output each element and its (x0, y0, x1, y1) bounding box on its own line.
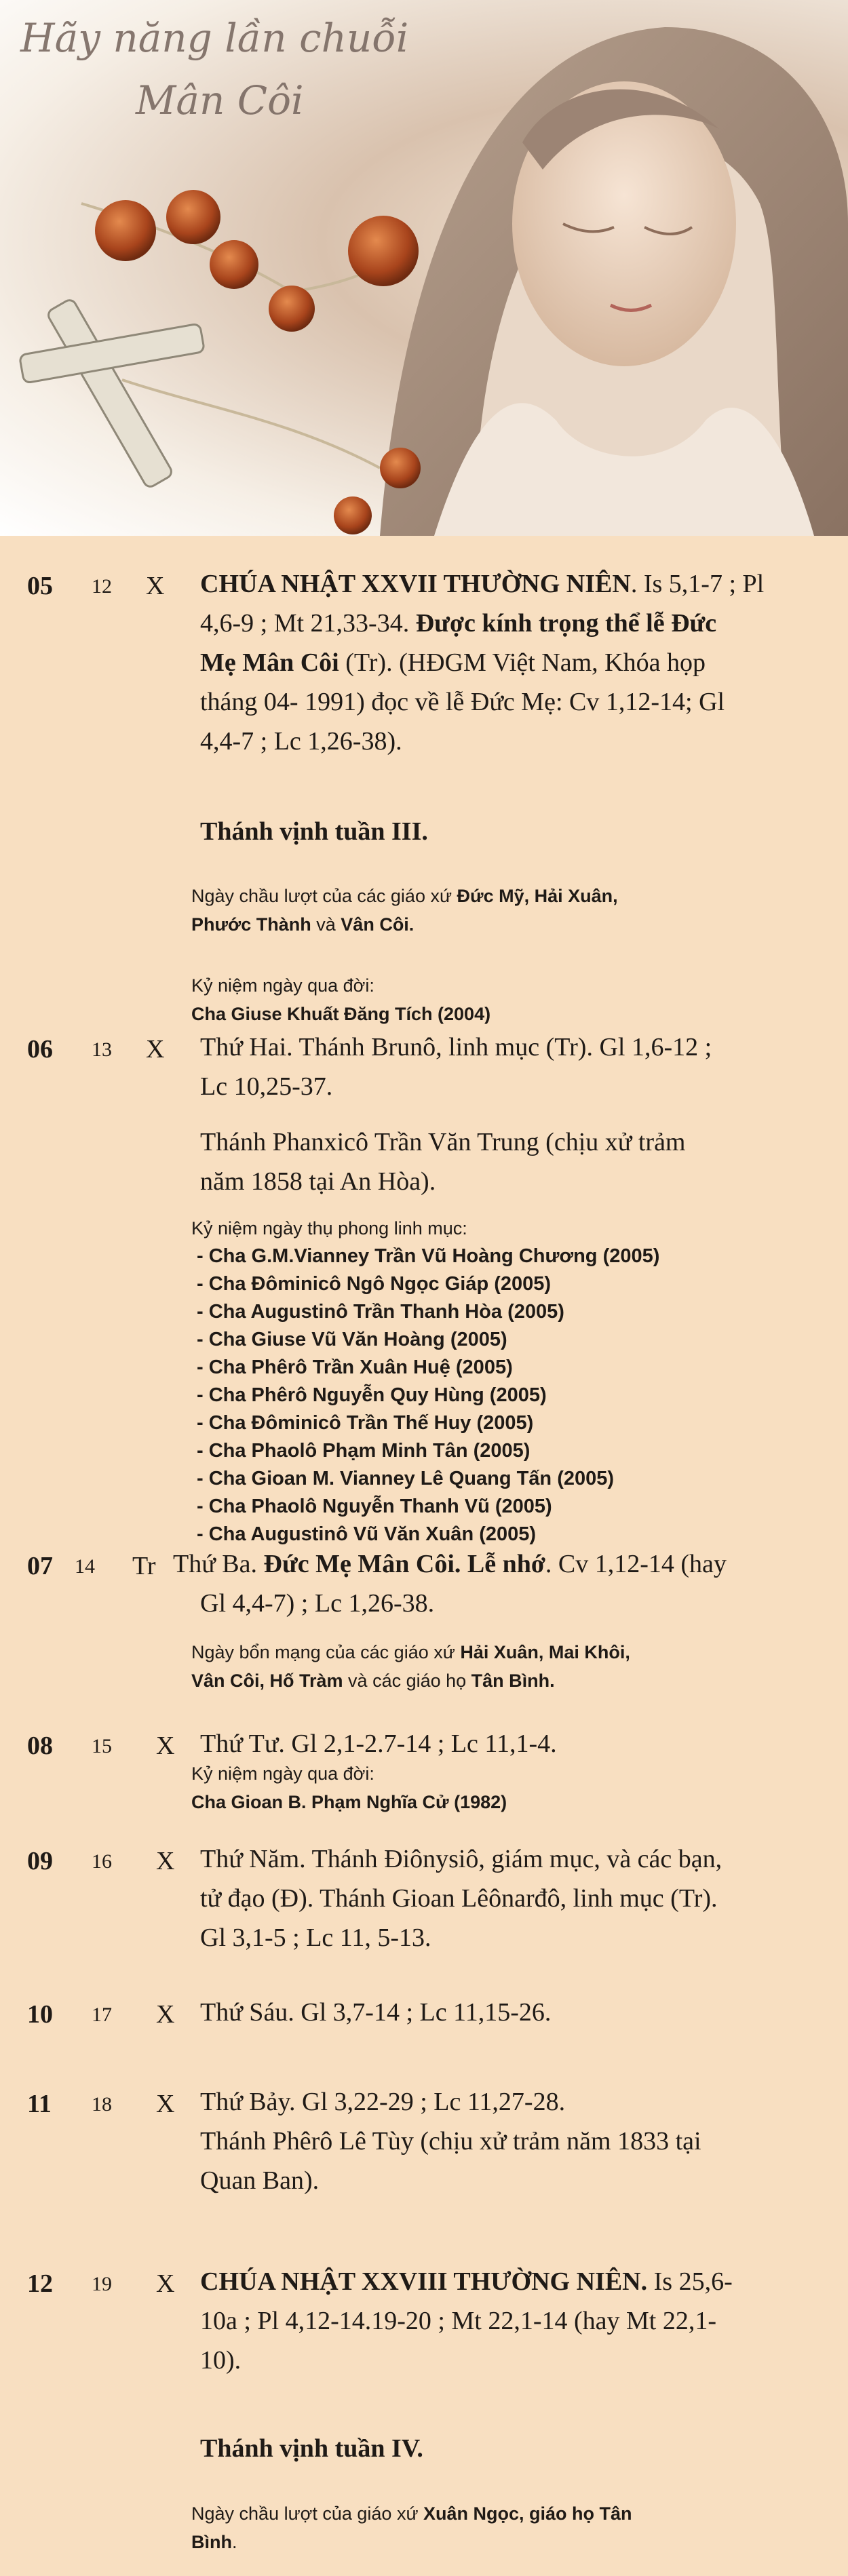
entry-day: 08 (27, 1732, 53, 1760)
entry-liturgical-color: Tr (132, 1552, 156, 1580)
entry-weekday-number: 19 (92, 2273, 112, 2295)
list-item: - Cha Giuse Vũ Văn Hoàng (2005) (197, 1329, 507, 1350)
entry-text: CHÚA NHẬT XXVII THƯỜNG NIÊN. Is 5,1-7 ; Pl 4,6-9 ; Mt 21,33-34. Được kính trọng thể lễ Đức Mẹ Mân Côi (Tr). (HĐGM Việt Nam, Khóa họp tháng 04- 1991) đọc về lễ Đức Mẹ: Cv 1,12-14; Gl 4,4-7 ; Lc 1,26-38). (200, 570, 765, 756)
list-item: - Cha Phêrô Trần Xuân Huệ (2005) (197, 1357, 513, 1378)
entry-weekday-number: 18 (92, 2093, 112, 2115)
entry-liturgical-color: X (146, 1035, 165, 1063)
header-banner (0, 0, 848, 536)
entry-day: 05 (27, 572, 53, 600)
entry-text: Thứ Bảy. Gl 3,22-29 ; Lc 11,27-28. Thánh Phêrô Lê Tùy (chịu xử trảm năm 1833 tại Quan Ban). (200, 2088, 701, 2195)
entry-text: Thứ Năm. Thánh Điônysiô, giám mục, và các bạn, tử đạo (Đ). Thánh Gioan Lêônarđô, linh mục (Tr). Gl 3,1-5 ; Lc 11, 5-13. (200, 1845, 722, 1952)
entry-weekday-number: 17 (92, 2004, 112, 2026)
entry-liturgical-color: X (156, 1847, 175, 1875)
entry-day: 11 (27, 2090, 52, 2118)
entry-day: 07 (27, 1552, 53, 1580)
psalter-week: Thánh vịnh tuần IV. (200, 2434, 423, 2463)
ordination-label: Kỷ niệm ngày thụ phong linh mục: (191, 1218, 467, 1238)
adoration-note: Ngày chầu lượt của các giáo xứ Đức Mỹ, Hải Xuân, Phước Thành và Vân Côi. (191, 886, 618, 935)
anniversary-note: Kỷ niệm ngày qua đời: Cha Gioan B. Phạm Nghĩa Cử (1982) (191, 1763, 507, 1812)
entry-text: Thứ Sáu. Gl 3,7-14 ; Lc 11,15-26. (200, 1998, 552, 2027)
entry-day: 12 (27, 2269, 53, 2298)
entry-text: Thứ Hai. Thánh Brunô, linh mục (Tr). Gl 1,6-12 ; Lc 10,25-37. (200, 1033, 712, 1101)
banner-title-line1: Hãy năng lần chuỗi (20, 15, 409, 61)
anniversary-note: Kỷ niệm ngày qua đời: Cha Giuse Khuất Đăng Tích (2004) (191, 975, 491, 1024)
entry-day: 09 (27, 1847, 53, 1875)
entry-liturgical-color: X (146, 572, 165, 600)
entry-liturgical-color: X (156, 1732, 175, 1760)
banner-title-line2: Mân Côi (136, 77, 304, 123)
patron-feast-note: Ngày bổn mạng của các giáo xứ Hải Xuân, Mai Khôi, Vân Côi, Hố Tràm và các giáo họ Tân Bình. (191, 1642, 630, 1691)
entry-weekday-number: 14 (75, 1555, 95, 1578)
entry-day: 10 (27, 2000, 53, 2029)
entry-day: 06 (27, 1035, 53, 1063)
list-item: - Cha Gioan M. Vianney Lê Quang Tấn (2005) (197, 1468, 615, 1489)
entry-weekday-number: 12 (92, 575, 112, 598)
entry-liturgical-color: X (156, 2269, 175, 2298)
entry-text: CHÚA NHẬT XXVIII THƯỜNG NIÊN. Is 25,6- 10a ; Pl 4,12-14.19-20 ; Mt 22,1-14 (hay Mt 22,1- 10). (200, 2267, 733, 2375)
list-item: - Cha Phêrô Nguyễn Quy Hùng (2005) (197, 1384, 547, 1406)
entry-liturgical-color: X (156, 2090, 175, 2118)
entry-liturgical-color: X (156, 2000, 175, 2029)
entry-saint-text: Thánh Phanxicô Trần Văn Trung (chịu xử trảm năm 1858 tại An Hòa). (200, 1128, 686, 1196)
list-item: - Cha Phaolô Phạm Minh Tân (2005) (197, 1440, 531, 1462)
list-item: - Cha Phaolô Nguyễn Thanh Vũ (2005) (197, 1496, 552, 1517)
entry-weekday-number: 13 (92, 1038, 112, 1061)
entry-weekday-number: 15 (92, 1735, 112, 1757)
entry-weekday-number: 16 (92, 1850, 112, 1873)
calendar-content (0, 536, 848, 2576)
entry-text: Thứ Tư. Gl 2,1-2.7-14 ; Lc 11,1-4. (200, 1730, 557, 1758)
adoration-note: Ngày chầu lượt của giáo xứ Xuân Ngọc, giáo họ Tân Bình. (191, 2503, 632, 2552)
list-item: - Cha G.M.Vianney Trần Vũ Hoàng Chương (2005) (197, 1245, 660, 1267)
list-item: - Cha Đôminicô Trần Thế Huy (2005) (197, 1412, 534, 1434)
entry-text: Thứ Ba. Đức Mẹ Mân Côi. Lễ nhớ. Cv 1,12-14 (hay Gl 4,4-7) ; Lc 1,26-38. (173, 1550, 727, 1618)
banner-title (20, 7, 495, 132)
list-item: - Cha Augustinô Vũ Văn Xuân (2005) (197, 1523, 537, 1545)
ordination-list (197, 1243, 807, 1548)
list-item: - Cha Augustinô Trần Thanh Hòa (2005) (197, 1301, 564, 1323)
list-item: - Cha Đôminicô Ngô Ngọc Giáp (2005) (197, 1273, 552, 1295)
rosary-image (19, 190, 421, 534)
psalter-week: Thánh vịnh tuần III. (200, 817, 428, 846)
